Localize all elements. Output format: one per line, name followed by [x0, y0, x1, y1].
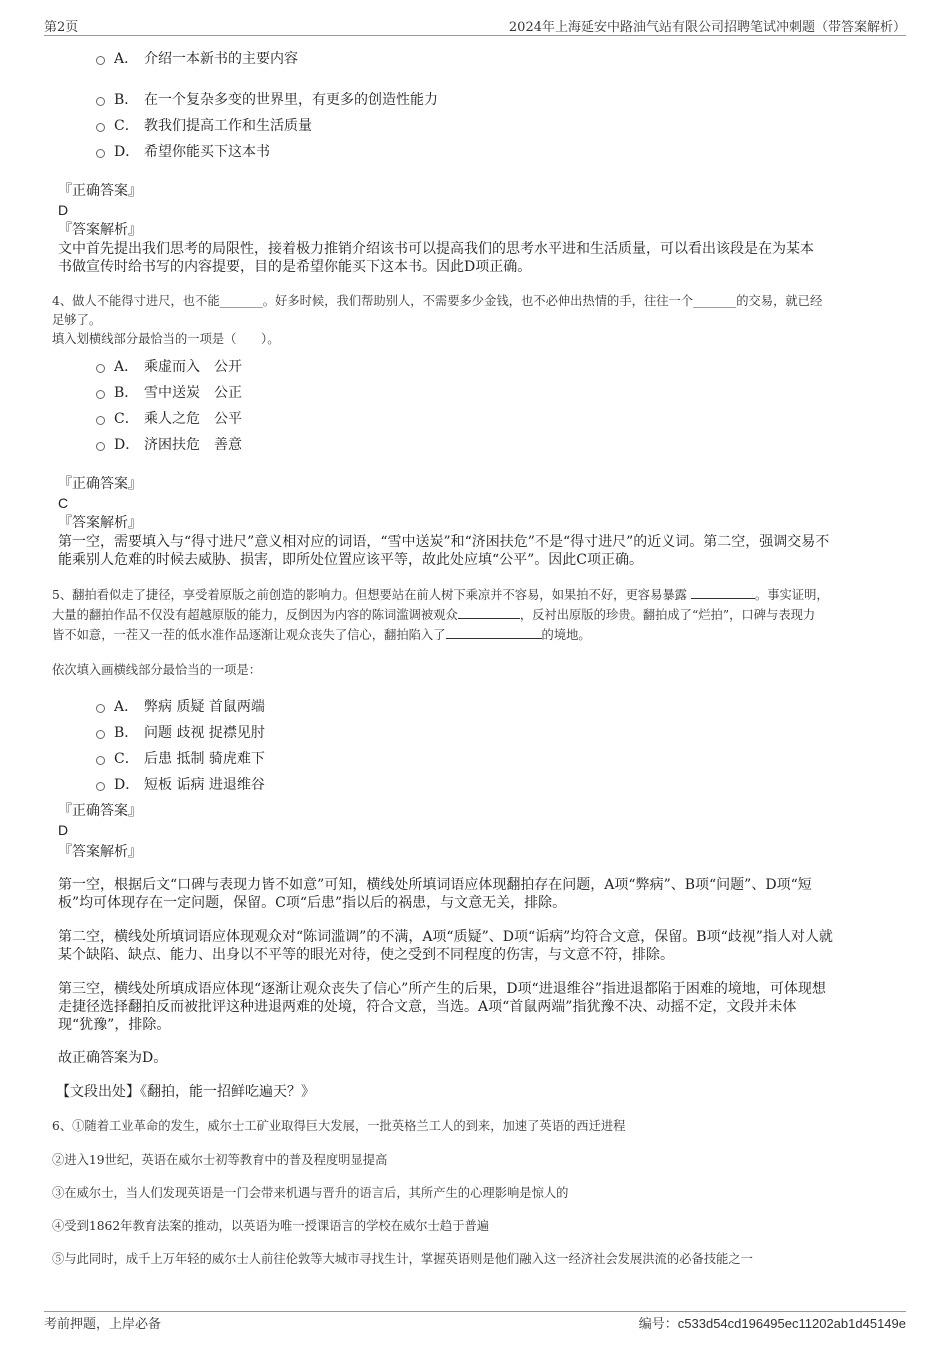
option-label: D． — [114, 777, 140, 793]
q3-answer-heading: 『正确答案』 — [58, 183, 142, 199]
q4-analysis-heading: 『答案解析』 — [58, 515, 142, 531]
q4-option-a[interactable] — [96, 356, 242, 376]
q3-analysis: 文中首先提出我们思考的局限性，接着极力推销介绍该书可以提高我们的思考水平进和生活质量，可以看出该段是在为某本 书做宣传时给书写的内容提要，目的是希望你能买下这本书。因此D项正确。 — [58, 241, 814, 275]
q3-answer: D — [58, 202, 69, 218]
option-label: A． — [114, 51, 139, 67]
q5-stem: 5、翻拍看似走了捷径，享受着原版之前创造的影响力。但想要站在前人树下乘凉并不容易，如果拍不好，更容易暴露 。事实证明， 大量的翻拍作品不仅没有超越原版的能力，反倒因为内容的陈词滥调被观众 ，反衬出原版的珍贵。翻拍成了“烂拍”，口碑与表现力 皆不如意，一茬又一茬的低水准作品逐渐让观众丧失了信心，翻拍陷入了 的境地。 — [52, 588, 829, 642]
radio-icon[interactable] — [96, 782, 105, 791]
q4-answer-heading: 『正确答案』 — [58, 476, 142, 492]
option-text: 济困扶危 善意 — [144, 437, 242, 453]
q6-item-3: ③在威尔士，当人们发现英语是一门会带来机遇与晋升的语言后，其所产生的心理影响是惊人的 — [52, 1186, 569, 1200]
q4-analysis: 第一空，需要填入与“得寸进尺”意义相对应的词语，“雪中送炭”和“济困扶危”不是“得寸进尺”的近义词。第二空，强调交易不 能乘别人危难的时候去威胁、损害，即所处位置应该平等，故此处应填“公平”。因此C项正确。 — [58, 534, 830, 568]
radio-icon[interactable] — [96, 97, 105, 106]
q4-option-d[interactable] — [96, 434, 242, 454]
q6-item-5: ⑤与此同时，成千上万年轻的威尔士人前往伦敦等大城市寻找生计，掌握英语则是他们融入这一经济社会发展洪流的必备技能之一 — [52, 1252, 753, 1266]
radio-icon[interactable] — [96, 442, 105, 451]
q5-prompt: 依次填入画横线部分最恰当的一项是： — [52, 663, 262, 677]
radio-icon[interactable] — [96, 149, 105, 158]
q4-answer: C — [58, 495, 69, 511]
option-label: D． — [114, 144, 140, 160]
option-label: B． — [114, 92, 139, 108]
q5-option-b[interactable] — [96, 722, 265, 742]
q6-item-4: ④受到1862年教育法案的推动，以英语为唯一授课语言的学校在威尔士趋于普遍 — [52, 1219, 490, 1233]
option-text: 后患 抵制 骑虎难下 — [144, 751, 265, 767]
q5-analysis-p3: 第三空，横线处所填成语应体现“逐渐让观众丧失了信心”所产生的后果，D项“进退维谷”指进退都陷于困难的境地，可体现想 走捷径选择翻拍反而被批评这种进退两难的处境，符合文意，当选。A项“首鼠两端”指犹豫不决、动摇不定，文段并未体 现“犹豫”，排除。 — [58, 981, 826, 1033]
q5-answer: D — [58, 822, 69, 838]
q3-option-b[interactable] — [96, 89, 438, 109]
q3-analysis-heading: 『答案解析』 — [58, 222, 142, 238]
option-text: 介绍一本新书的主要内容 — [144, 51, 298, 67]
q5-answer-heading: 『正确答案』 — [58, 803, 142, 819]
q5-option-d[interactable] — [96, 774, 265, 794]
option-text: 弊病 质疑 首鼠两端 — [144, 699, 265, 715]
radio-icon[interactable] — [96, 704, 105, 713]
page-number: 第2页 — [44, 20, 79, 35]
radio-icon[interactable] — [96, 123, 105, 132]
q5-option-c[interactable] — [96, 748, 265, 768]
header-rule — [44, 35, 906, 36]
q5-source: 【文段出处】《翻拍，能一招鲜吃遍天？》 — [56, 1084, 315, 1100]
q5-analysis-p2: 第二空，横线处所填词语应体现观众对“陈词滥调”的不满，A项“质疑”、D项“诟病”均符合文意，保留。B项“歧视”指人对人就 某个缺陷、缺点、能力、出身以不平等的眼光对待，使之受到不同程度的伤害，与文意不符，排除。 — [58, 929, 833, 963]
q3-option-d[interactable] — [96, 141, 270, 161]
footer-code: 编号：c533d54cd196495ec11202ab1d45149e — [638, 1316, 906, 1332]
radio-icon[interactable] — [96, 56, 105, 65]
q4-stem: 4、做人不能得寸进尺，也不能_______。好多时候，我们帮助别人，不需要多少金钱，也不必伸出热情的手，往往一个_______的交易，就已经 足够了。 填入划横线部分最恰当的一项是（ ）。 — [52, 294, 823, 346]
q4-option-b[interactable] — [96, 382, 242, 402]
option-label: C． — [114, 751, 139, 767]
option-text: 短板 诟病 进退维谷 — [144, 777, 265, 793]
q5-analysis-heading: 『答案解析』 — [58, 844, 142, 860]
radio-icon[interactable] — [96, 364, 105, 373]
q3-option-a[interactable] — [96, 48, 298, 68]
option-text: 教我们提高工作和生活质量 — [144, 118, 312, 134]
option-text: 乘虚而入 公开 — [144, 359, 242, 375]
radio-icon[interactable] — [96, 756, 105, 765]
q5-conclusion: 故正确答案为D。 — [58, 1050, 168, 1066]
q6-item-2: ②进入19世纪，英语在威尔士初等教育中的普及程度明显提高 — [52, 1153, 388, 1167]
option-text: 雪中送炭 公正 — [144, 385, 242, 401]
document-title: 2024年上海延安中路油气站有限公司招聘笔试冲刺题（带答案解析） — [508, 20, 906, 35]
option-label: C． — [114, 118, 139, 134]
option-text: 在一个复杂多变的世界里，有更多的创造性能力 — [144, 92, 438, 108]
option-label: D． — [114, 437, 140, 453]
q6-item-1: 6、①随着工业革命的发生，威尔士工矿业取得巨大发展，一批英格兰工人的到来，加速了英语的西迁进程 — [52, 1119, 626, 1133]
q3-option-c[interactable] — [96, 115, 312, 135]
option-label: C． — [114, 411, 139, 427]
option-label: A． — [114, 699, 139, 715]
footer-rule — [44, 1311, 906, 1312]
option-text: 问题 歧视 捉襟见肘 — [144, 725, 265, 741]
option-label: A． — [114, 359, 139, 375]
q4-option-c[interactable] — [96, 408, 242, 428]
radio-icon[interactable] — [96, 416, 105, 425]
option-label: B． — [114, 385, 139, 401]
option-text: 乘人之危 公平 — [144, 411, 242, 427]
q5-analysis-p1: 第一空，根据后文“口碑与表现力皆不如意”可知，横线处所填词语应体现翻拍存在问题，A项“弊病”、B项“问题”、D项“短 板”均可体现存在一定问题，保留。C项“后患”指以后的祸患，与文意无关，排除。 — [58, 877, 812, 911]
option-text: 希望你能买下这本书 — [144, 144, 270, 160]
radio-icon[interactable] — [96, 730, 105, 739]
option-label: B． — [114, 725, 139, 741]
q5-option-a[interactable] — [96, 696, 265, 716]
radio-icon[interactable] — [96, 390, 105, 399]
footer-slogan: 考前押题，上岸必备 — [44, 1317, 162, 1332]
